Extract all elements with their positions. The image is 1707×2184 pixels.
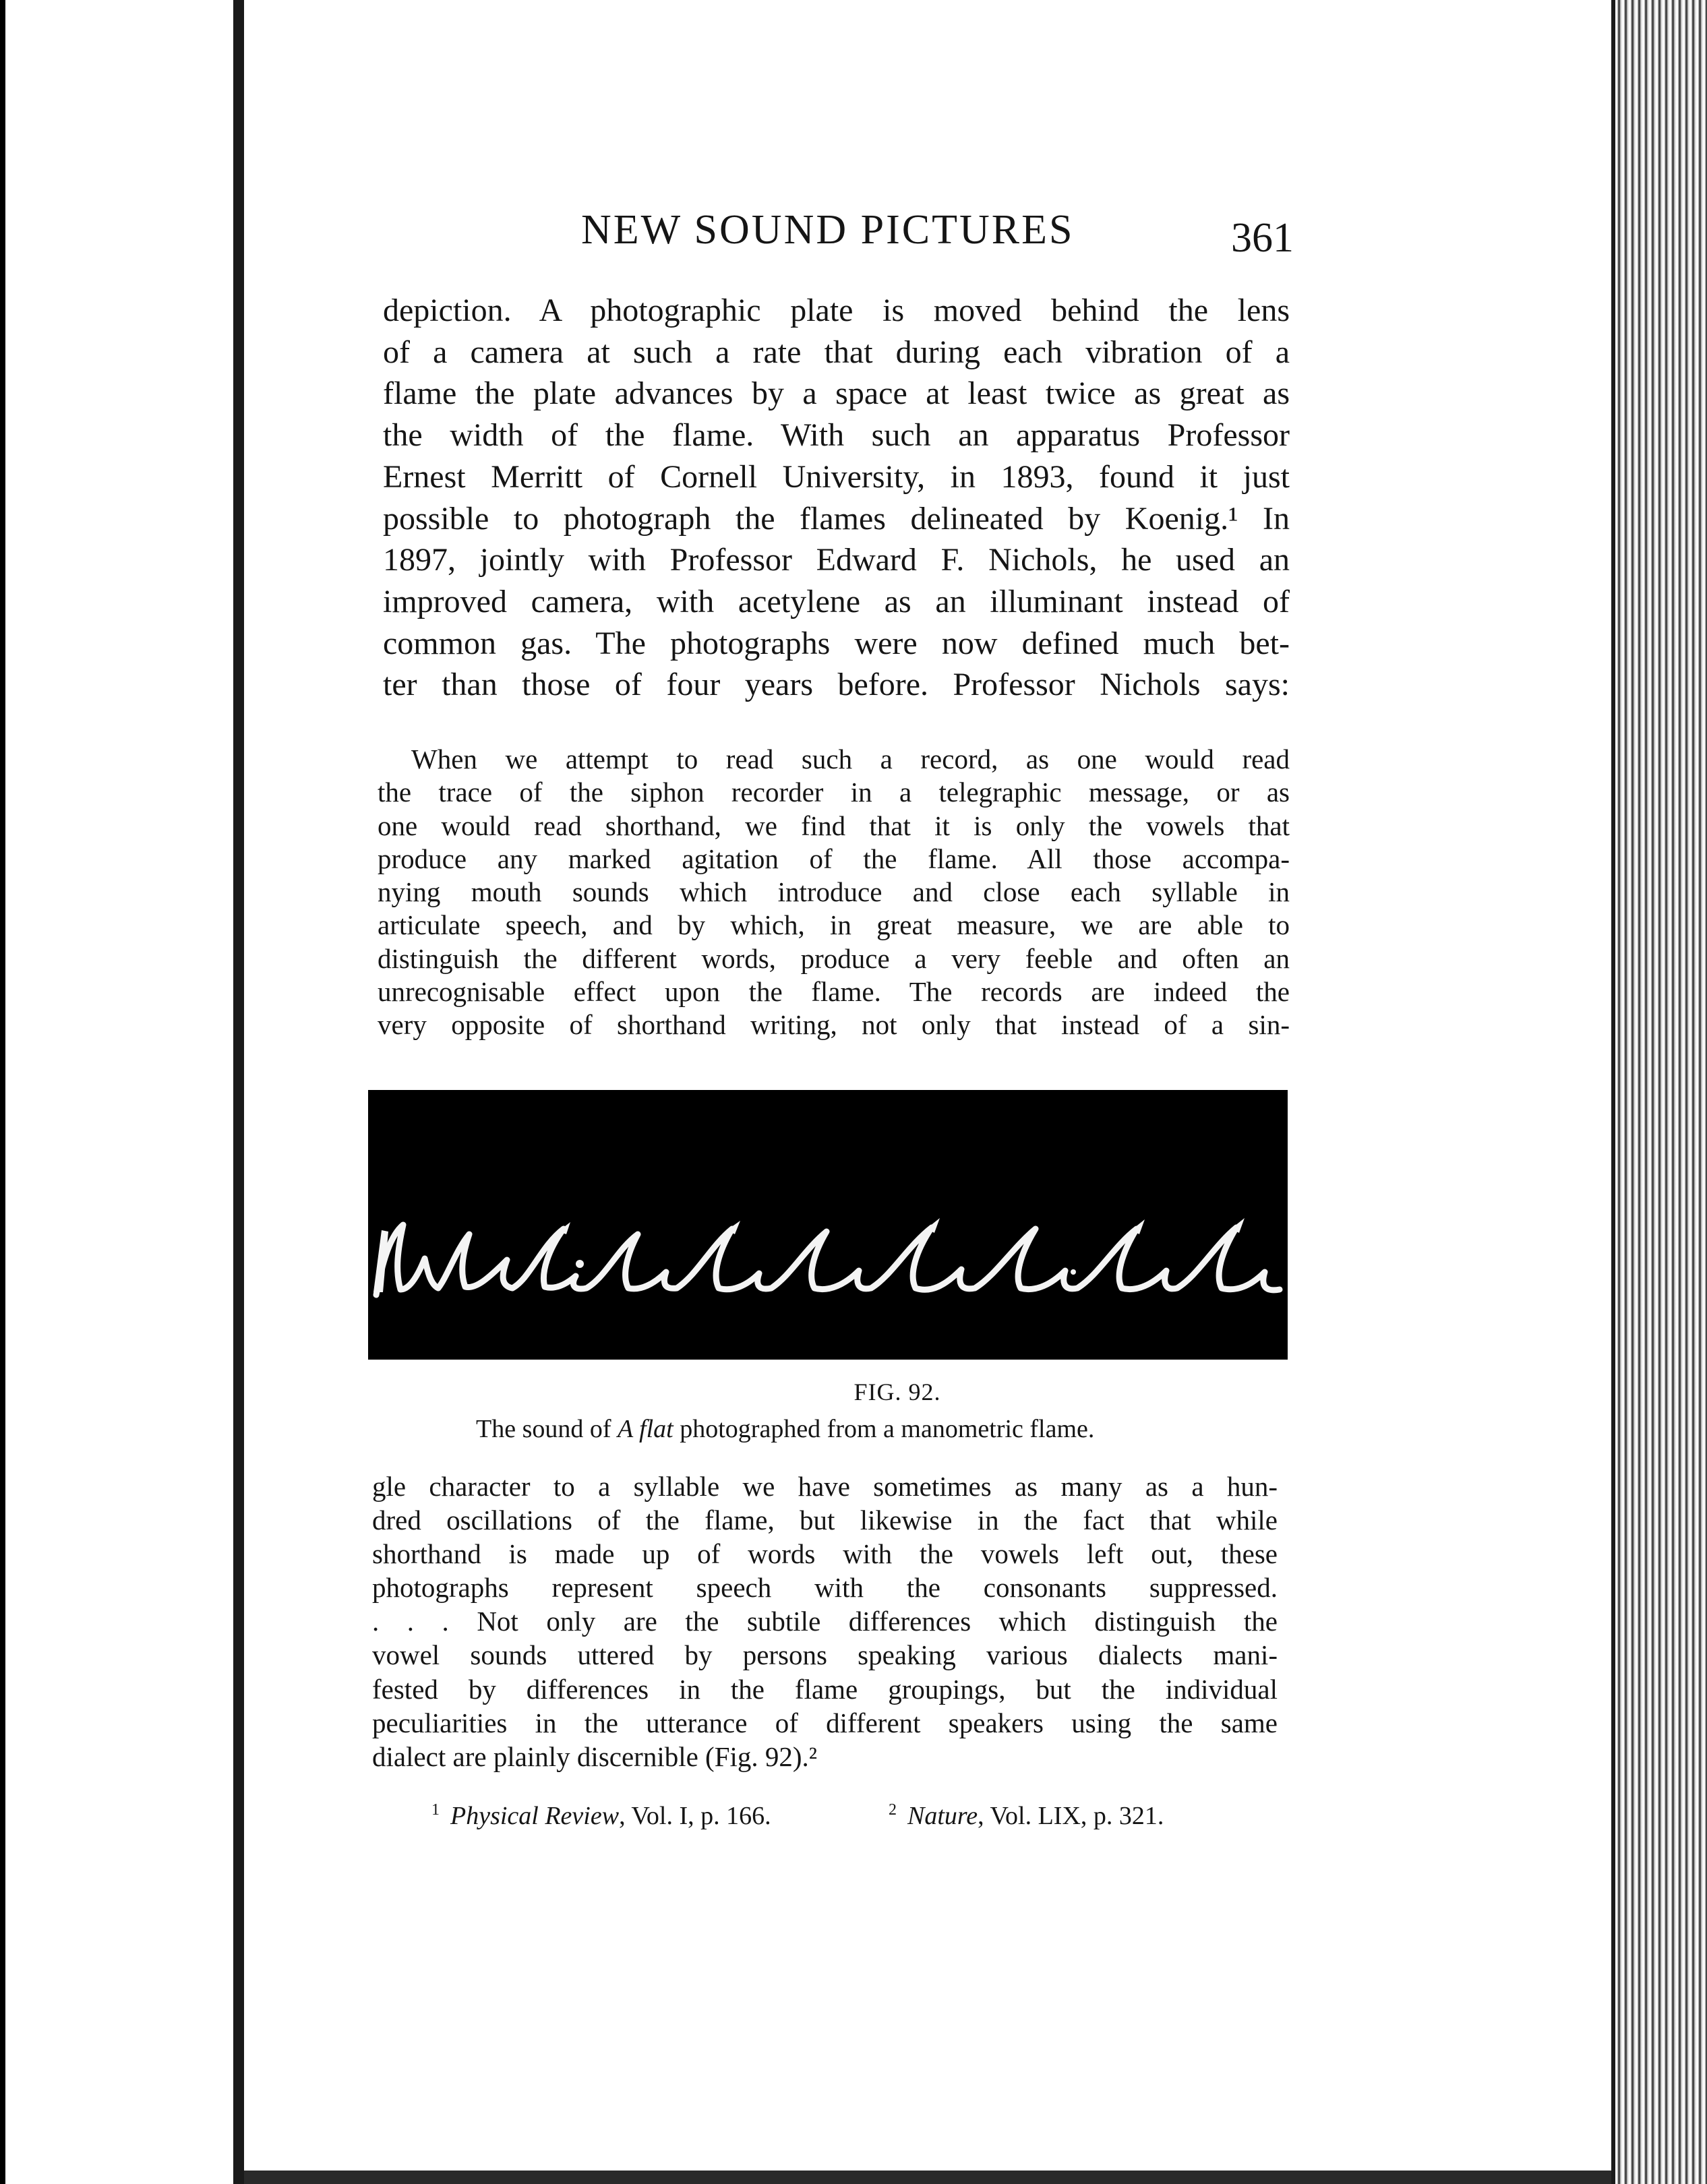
footnote-source: Physical Review [450, 1802, 620, 1830]
block-quotation-part2 [372, 1469, 1278, 1773]
book-spine-shadow [233, 0, 244, 2184]
text-line: distinguish the different words, produce a very feeble and often an [378, 942, 1290, 974]
text-line: shorthand is made up of words with the vowels left out, these [372, 1538, 1278, 1570]
text-line: improved camera, with acetylene as an illuminant instead of [383, 583, 1290, 619]
text-line: the width of the flame. With such an apparatus Professor [383, 417, 1290, 454]
running-head: NEW SOUND PICTURES [581, 207, 1075, 253]
text-line: nying mouth sounds which introduce and close each syllable in [378, 876, 1290, 908]
footnote-2 [889, 1801, 1164, 1831]
text-line: photographs represent speech with the consonants suppressed. [372, 1572, 1278, 1604]
text-line: common gas. The photographs were now defined much bet- [383, 625, 1290, 661]
text-line: the trace of the siphon recorder in a telegraphic message, or as [378, 777, 1290, 808]
caption-text: The sound of [476, 1415, 618, 1443]
footnote-mark: 2 [889, 1801, 897, 1819]
text-line: very opposite of shorthand writing, not only that instead of a sin- [378, 1009, 1290, 1041]
text-line: peculiarities in the utterance of different speakers using the same [372, 1707, 1278, 1738]
text-line: unrecognisable effect upon the flame. The records are indeed the [378, 976, 1290, 1008]
text-line: Ernest Merritt of Cornell University, in 1893, found it just [383, 458, 1290, 495]
page-number: 361 [1231, 215, 1294, 261]
text-line: dialect are plainly discernible (Fig. 92).² [372, 1740, 818, 1772]
text-line: possible to photograph the flames delineated by Koenig.¹ In [383, 500, 1290, 537]
scan-bottom-edge [244, 2171, 1611, 2184]
caption-text: photographed from a manometric flame. [673, 1415, 1095, 1443]
text-line: articulate speech, and by which, in great measure, we are able to [378, 909, 1290, 941]
footnote-detail: , Vol. LIX, p. 321. [978, 1802, 1164, 1830]
figure-caption [476, 1414, 1094, 1444]
figure-label: FIG. 92. [854, 1378, 941, 1405]
text-line: depiction. A photographic plate is moved behind the lens [383, 293, 1290, 328]
block-quotation-part1 [378, 743, 1290, 1042]
footnote-mark: 1 [431, 1801, 440, 1819]
footnote-1 [431, 1801, 771, 1831]
text-line: vowel sounds uttered by persons speaking various dialects mani- [372, 1639, 1278, 1671]
text-line: 1897, jointly with Professor Edward F. Nichols, he used an [383, 542, 1290, 578]
footnote-detail: , Vol. I, p. 166. [619, 1802, 771, 1830]
footnote-source: Nature [907, 1802, 978, 1830]
text-line: When we attempt to read such a record, as one would read [411, 744, 1290, 775]
caption-italic: A flat [618, 1415, 673, 1443]
text-line: one would read shorthand, we find that it is only the vowels that [378, 810, 1290, 841]
scan-gutter-left [0, 0, 5, 2184]
text-line: . . . Not only are the subtile differences which distinguish the [372, 1606, 1278, 1637]
figure-flame-photograph [368, 1090, 1288, 1360]
text-line: fested by differences in the flame groupings, but the individual [372, 1673, 1278, 1705]
text-line: ter than those of four years before. Professor Nichols says: [383, 667, 1290, 703]
text-line: produce any marked agitation of the flame. All those accompa- [378, 843, 1290, 874]
body-paragraph [383, 290, 1290, 706]
text-line: gle character to a syllable we have sometimes as many as a hun- [372, 1471, 1278, 1502]
page-stack-edges [1615, 0, 1707, 2184]
text-line: dred oscillations of the flame, but likewise in the fact that while [372, 1505, 1278, 1536]
text-line: of a camera at such a rate that during each vibration of a [383, 334, 1290, 370]
text-line: flame the plate advances by a space at least twice as great as [383, 375, 1290, 412]
flame-trace-image [368, 1090, 1288, 1360]
